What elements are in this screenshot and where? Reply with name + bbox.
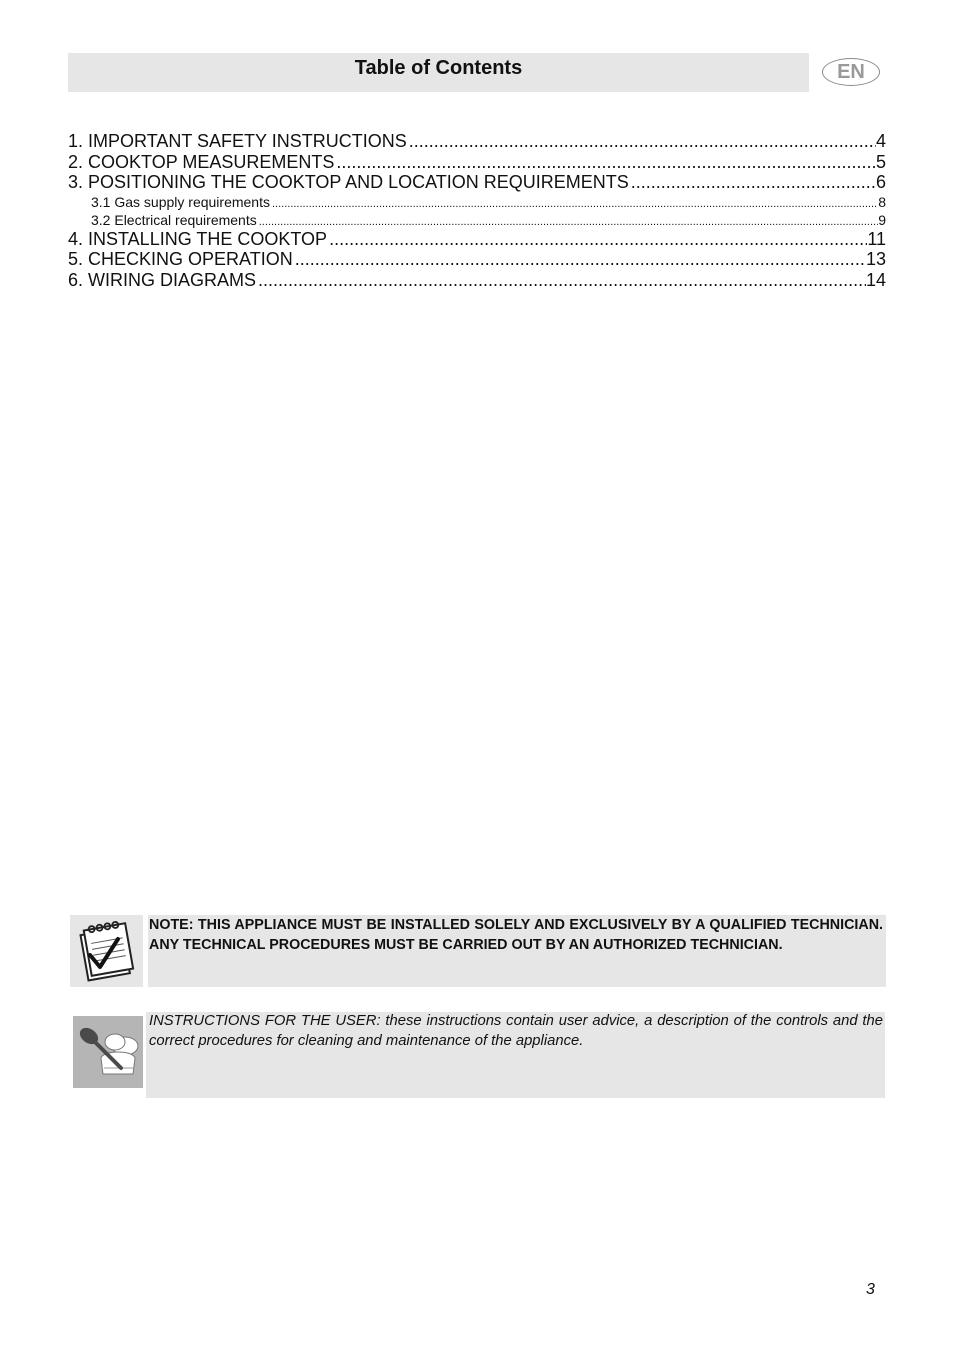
toc-entry-title: 4. INSTALLING THE COOKTOP bbox=[68, 228, 328, 249]
page-title: Table of Contents bbox=[354, 57, 523, 79]
toc-entry-page: 14 bbox=[865, 269, 886, 290]
toc-entry[interactable] bbox=[68, 270, 886, 291]
toc-leader-dots bbox=[256, 270, 866, 291]
toc-entry-page: 8 bbox=[878, 193, 886, 210]
toc-entry-title: 5. CHECKING OPERATION bbox=[68, 249, 293, 270]
toc-entry-title: 1. IMPORTANT SAFETY INSTRUCTIONS bbox=[68, 131, 407, 151]
toc-leader-dots bbox=[293, 249, 866, 270]
toc-entry-title: 3.2 Electrical requirements bbox=[91, 211, 257, 228]
page-number: 3 bbox=[866, 1281, 875, 1298]
language-badge: EN bbox=[822, 58, 880, 86]
toc-entry-title: 6. WIRING DIAGRAMS bbox=[68, 269, 257, 290]
toc-leader-dots bbox=[334, 152, 876, 173]
toc-entry-page: 13 bbox=[865, 249, 886, 270]
user-instructions-panel bbox=[146, 1012, 885, 1098]
toc-entry-title: 2. COOKTOP MEASUREMENTS bbox=[68, 151, 335, 172]
toc-entry-page: 9 bbox=[878, 211, 886, 228]
toc-subentry[interactable] bbox=[68, 211, 886, 229]
toc-leader-dots bbox=[257, 211, 878, 229]
toc-entry-page: 6 bbox=[875, 172, 886, 193]
toc-leader-dots bbox=[629, 172, 876, 193]
note-panel bbox=[148, 915, 886, 987]
header-bar bbox=[68, 53, 809, 92]
user-instructions-text: INSTRUCTIONS FOR THE USER: these instructions contain user advice, a description of the controls and the correct procedures for cleaning and maintenance of the appliance. bbox=[149, 1013, 883, 1049]
toc-entry[interactable] bbox=[68, 152, 886, 173]
notepad-check-icon bbox=[70, 915, 143, 987]
user-icon-panel bbox=[73, 1016, 143, 1088]
toc-entry[interactable] bbox=[68, 229, 886, 250]
toc-entry-title: 3. POSITIONING THE COOKTOP AND LOCATION REQUIREMENTS bbox=[68, 172, 629, 193]
chef-spoon-icon bbox=[73, 1016, 143, 1088]
toc-entry-title: 3.1 Gas supply requirements bbox=[91, 193, 270, 210]
installation-note: NOTE: THIS APPLIANCE MUST BE INSTALLED SOLELY AND EXCLUSIVELY BY A QUALIFIED TECHNICIAN. ANY TECHNICAL PROCEDURES MUST BE CARRIED OUT BY AN AUTHORIZED TECHNICIAN. bbox=[149, 917, 883, 953]
toc-entry[interactable] bbox=[68, 131, 886, 152]
toc-entry[interactable] bbox=[68, 249, 886, 270]
toc-entry[interactable] bbox=[68, 172, 886, 193]
toc-leader-dots bbox=[270, 193, 878, 211]
toc-leader-dots bbox=[407, 131, 876, 152]
toc-entry-page: 5 bbox=[875, 151, 886, 172]
table-of-contents bbox=[68, 131, 886, 291]
toc-leader-dots bbox=[327, 229, 867, 250]
toc-entry-page: 11 bbox=[867, 228, 886, 249]
toc-entry-page: 4 bbox=[875, 131, 886, 151]
toc-subentry[interactable] bbox=[68, 193, 886, 211]
note-icon-panel bbox=[70, 915, 143, 987]
